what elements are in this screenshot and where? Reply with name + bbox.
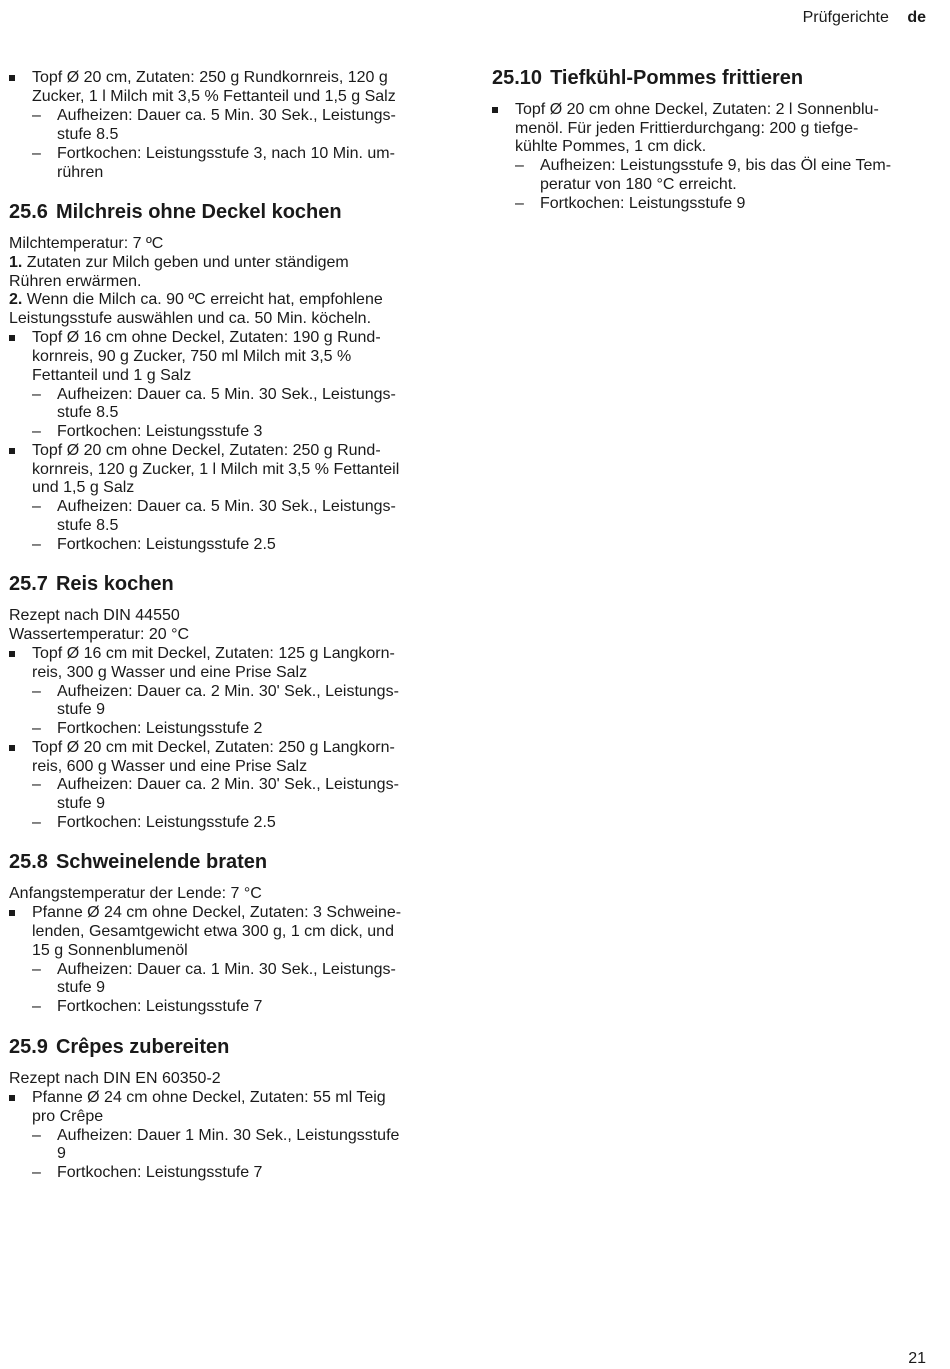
list-subitem: Fortkochen: Leistungsstufe 2.5 bbox=[57, 814, 276, 831]
section-heading bbox=[9, 853, 267, 872]
list-item: Topf Ø 16 cm ohne Deckel, Zutaten: 190 g Rund- bbox=[32, 329, 381, 346]
list-subitem: rühren bbox=[57, 164, 104, 181]
list-subitem: stufe 8.5 bbox=[57, 404, 119, 421]
dash-marker: – bbox=[515, 195, 524, 212]
dash-marker: – bbox=[32, 1164, 41, 1181]
dash-marker: – bbox=[32, 423, 41, 440]
list-item: menöl. Für jeden Frittierdurchgang: 200 g tiefge- bbox=[515, 120, 859, 137]
section-number: 25.8 bbox=[9, 851, 48, 873]
list-item: Topf Ø 16 cm mit Deckel, Zutaten: 125 g Langkorn- bbox=[32, 645, 395, 662]
list-item: Topf Ø 20 cm ohne Deckel, Zutaten: 2 l Sonnenblu- bbox=[515, 101, 879, 118]
dash-marker: – bbox=[32, 536, 41, 553]
bullet-marker bbox=[9, 910, 15, 916]
list-subitem: Aufheizen: Dauer ca. 1 Min. 30 Sek., Leistungs- bbox=[57, 961, 396, 978]
list-subitem: stufe 9 bbox=[57, 795, 106, 812]
section-heading bbox=[492, 69, 803, 88]
list-subitem: Fortkochen: Leistungsstufe 7 bbox=[57, 1164, 263, 1181]
list-item: 15 g Sonnenblumenöl bbox=[32, 942, 188, 959]
dash-marker: – bbox=[32, 814, 41, 831]
list-subitem: stufe 9 bbox=[57, 701, 106, 718]
list-subitem: Fortkochen: Leistungsstufe 2 bbox=[57, 720, 263, 737]
list-subitem: stufe 8.5 bbox=[57, 517, 119, 534]
list-item: Zucker, 1 l Milch mit 3,5 % Fettanteil und 1,5 g Salz bbox=[32, 88, 396, 105]
list-subitem: Fortkochen: Leistungsstufe 9 bbox=[540, 195, 746, 212]
paragraph: Milchtemperatur: 7 ºC bbox=[9, 235, 164, 252]
list-item: Topf Ø 20 cm, Zutaten: 250 g Rundkornreis, 120 g bbox=[32, 69, 388, 86]
section-number: 25.7 bbox=[9, 573, 48, 595]
step-text: Zutaten zur Milch geben und unter ständigem bbox=[22, 254, 349, 271]
list-subitem: Fortkochen: Leistungsstufe 2.5 bbox=[57, 536, 276, 553]
dash-marker: – bbox=[32, 683, 41, 700]
header-language: de bbox=[907, 9, 926, 26]
list-item: Pfanne Ø 24 cm ohne Deckel, Zutaten: 55 ml Teig bbox=[32, 1089, 386, 1106]
section-title: Schweinelende braten bbox=[55, 851, 268, 873]
page-header bbox=[803, 9, 926, 28]
section-heading bbox=[9, 575, 174, 594]
list-subitem: Aufheizen: Dauer ca. 5 Min. 30 Sek., Leistungs- bbox=[57, 386, 396, 403]
dash-marker: – bbox=[32, 107, 41, 124]
section-heading bbox=[9, 203, 342, 222]
dash-marker: – bbox=[32, 961, 41, 978]
section-title: Tiefkühl-Pommes frittieren bbox=[550, 67, 804, 89]
list-subitem: stufe 9 bbox=[57, 979, 106, 996]
bullet-marker bbox=[9, 651, 15, 657]
list-subitem: Aufheizen: Dauer ca. 2 Min. 30' Sek., Leistungs- bbox=[57, 683, 399, 700]
bullet-marker bbox=[9, 335, 15, 341]
numbered-step-cont: Rühren erwärmen. bbox=[9, 273, 142, 290]
list-item: reis, 600 g Wasser und eine Prise Salz bbox=[32, 758, 308, 775]
list-subitem: Aufheizen: Dauer ca. 5 Min. 30 Sek., Leistungs- bbox=[57, 498, 396, 515]
section-number: 25.10 bbox=[492, 67, 543, 89]
paragraph: Rezept nach DIN 44550 bbox=[9, 607, 180, 624]
section-title: Milchreis ohne Deckel kochen bbox=[55, 201, 342, 223]
paragraph: Wassertemperatur: 20 °C bbox=[9, 626, 190, 643]
section-number: 25.6 bbox=[9, 201, 48, 223]
page-number: 21 bbox=[908, 1350, 926, 1367]
dash-marker: – bbox=[515, 157, 524, 174]
list-subitem: Fortkochen: Leistungsstufe 3, nach 10 Min. um- bbox=[57, 145, 395, 162]
list-subitem: Fortkochen: Leistungsstufe 3 bbox=[57, 423, 263, 440]
bullet-marker bbox=[9, 745, 15, 751]
list-subitem: 9 bbox=[57, 1145, 66, 1162]
numbered-step bbox=[9, 291, 383, 310]
list-item: kühlte Pommes, 1 cm dick. bbox=[515, 138, 707, 155]
list-subitem: peratur von 180 °C erreicht. bbox=[540, 176, 737, 193]
dash-marker: – bbox=[32, 386, 41, 403]
dash-marker: – bbox=[32, 998, 41, 1015]
list-item: Topf Ø 20 cm mit Deckel, Zutaten: 250 g Langkorn- bbox=[32, 739, 395, 756]
bullet-marker bbox=[9, 75, 15, 81]
list-subitem: Fortkochen: Leistungsstufe 7 bbox=[57, 998, 263, 1015]
dash-marker: – bbox=[32, 720, 41, 737]
list-subitem: Aufheizen: Dauer ca. 5 Min. 30 Sek., Leistungs- bbox=[57, 107, 396, 124]
list-subitem: Aufheizen: Dauer ca. 2 Min. 30' Sek., Leistungs- bbox=[57, 776, 399, 793]
header-section-title: Prüfgerichte bbox=[802, 9, 889, 26]
list-subitem: stufe 8.5 bbox=[57, 126, 119, 143]
section-number: 25.9 bbox=[9, 1036, 48, 1058]
list-subitem: Aufheizen: Dauer 1 Min. 30 Sek., Leistungsstufe bbox=[57, 1127, 400, 1144]
list-item: pro Crêpe bbox=[32, 1108, 104, 1125]
section-heading bbox=[9, 1038, 229, 1057]
dash-marker: – bbox=[32, 1127, 41, 1144]
list-item: kornreis, 90 g Zucker, 750 ml Milch mit 3,5 % bbox=[32, 348, 352, 365]
numbered-step bbox=[9, 254, 349, 273]
list-item: Fettanteil und 1 g Salz bbox=[32, 367, 192, 384]
bullet-marker bbox=[9, 1095, 15, 1101]
list-item: und 1,5 g Salz bbox=[32, 479, 135, 496]
step-text: Wenn die Milch ca. 90 ºC erreicht hat, empfohlene bbox=[22, 291, 383, 308]
list-item: reis, 300 g Wasser und eine Prise Salz bbox=[32, 664, 308, 681]
paragraph: Rezept nach DIN EN 60350-2 bbox=[9, 1070, 221, 1087]
paragraph: Anfangstemperatur der Lende: 7 °C bbox=[9, 885, 262, 902]
dash-marker: – bbox=[32, 776, 41, 793]
list-item: Topf Ø 20 cm ohne Deckel, Zutaten: 250 g Rund- bbox=[32, 442, 381, 459]
list-item: Pfanne Ø 24 cm ohne Deckel, Zutaten: 3 Schweine- bbox=[32, 904, 402, 921]
dash-marker: – bbox=[32, 145, 41, 162]
bullet-marker bbox=[492, 107, 498, 113]
list-item: kornreis, 120 g Zucker, 1 l Milch mit 3,5 % Fettanteil bbox=[32, 461, 400, 478]
section-title: Reis kochen bbox=[55, 573, 174, 595]
step-number: 2. bbox=[9, 291, 23, 308]
bullet-marker bbox=[9, 448, 15, 454]
list-subitem: Aufheizen: Leistungsstufe 9, bis das Öl eine Tem- bbox=[540, 157, 892, 174]
numbered-step-cont: Leistungsstufe auswählen und ca. 50 Min. köcheln. bbox=[9, 310, 372, 327]
step-number: 1. bbox=[9, 254, 23, 271]
section-title: Crêpes zubereiten bbox=[55, 1036, 230, 1058]
list-item: lenden, Gesamtgewicht etwa 300 g, 1 cm dick, und bbox=[32, 923, 394, 940]
dash-marker: – bbox=[32, 498, 41, 515]
